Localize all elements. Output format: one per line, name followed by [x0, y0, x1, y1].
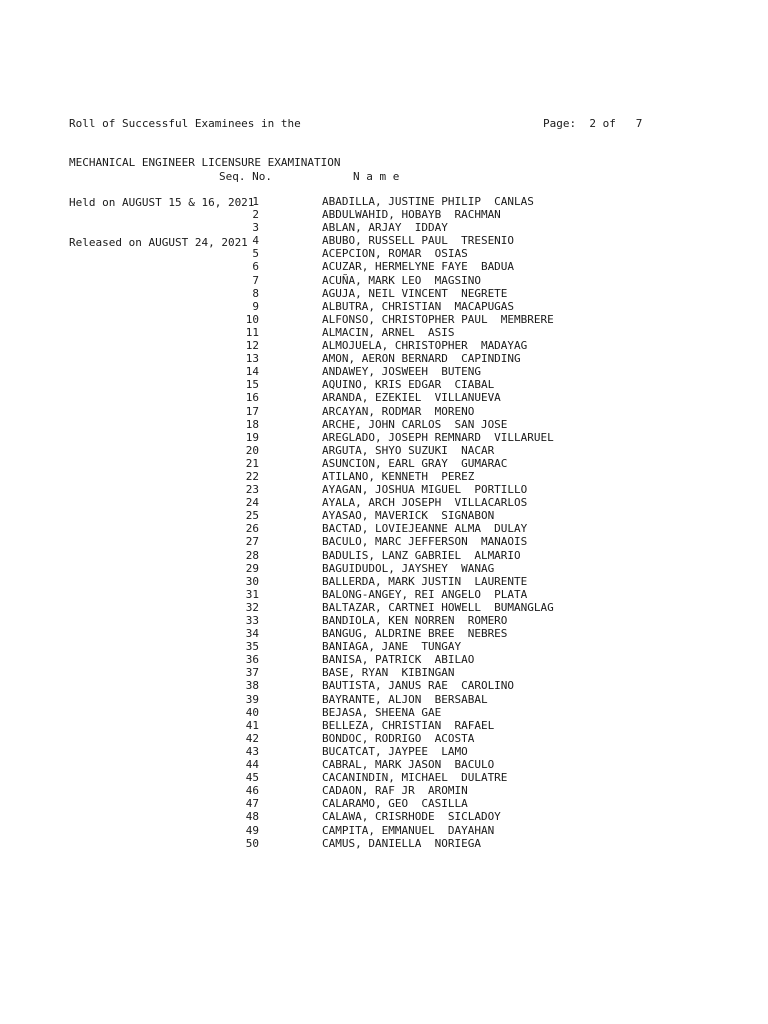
page-current: 2: [589, 117, 596, 130]
examinee-name: CACANINDIN, MICHAEL DULATRE: [322, 771, 508, 785]
table-row: [0, 549, 768, 562]
seq-number: 34: [245, 627, 259, 641]
examinee-name: AYASAO, MAVERICK SIGNABON: [322, 509, 495, 523]
examinee-name: ARANDA, EZEKIEL VILLANUEVA: [322, 391, 501, 405]
table-row: [0, 195, 768, 208]
table-row: [0, 679, 768, 692]
examinee-name: ATILANO, KENNETH PEREZ: [322, 469, 475, 483]
table-row: [0, 601, 768, 614]
header-held-line: Held on AUGUST 15 & 16, 2021: [69, 196, 255, 210]
examinee-name: ALMOJUELA, CHRISTOPHER MADAYAG: [322, 339, 528, 353]
examinee-list: [0, 195, 768, 850]
examinee-name: AYAGAN, JOSHUA MIGUEL PORTILLO: [322, 483, 528, 497]
seq-number: 40: [245, 705, 259, 719]
table-row: [0, 535, 768, 548]
examinee-name: ACUZAR, HERMELYNE FAYE BADUA: [322, 260, 515, 274]
examinee-name: AREGLADO, JOSEPH REMNARD VILLARUEL: [322, 430, 554, 444]
examinee-name: ALMACIN, ARNEL ASIS: [322, 325, 455, 339]
table-row: [0, 666, 768, 679]
seq-number: 12: [245, 339, 259, 353]
seq-number: 15: [245, 378, 259, 392]
table-row: [0, 431, 768, 444]
seq-number: 25: [245, 509, 259, 523]
table-row: [0, 483, 768, 496]
examinee-name: AYALA, ARCH JOSEPH VILLACARLOS: [322, 496, 528, 510]
seq-number: 21: [245, 456, 259, 470]
examinee-name: ABDULWAHID, HOBAYB RACHMAN: [322, 208, 501, 222]
examinee-name: BASE, RYAN KIBINGAN: [322, 666, 455, 680]
table-row: [0, 365, 768, 378]
seq-number: 48: [245, 810, 259, 824]
page-label: Page:: [543, 117, 577, 130]
table-row: [0, 326, 768, 339]
table-row: [0, 391, 768, 404]
examinee-name: BANGUG, ALDRINE BREE NEBRES: [322, 627, 508, 641]
seq-number: 45: [245, 771, 259, 785]
table-row: [0, 693, 768, 706]
seq-number: 30: [245, 574, 259, 588]
seq-number: 26: [245, 522, 259, 536]
table-row: [0, 797, 768, 810]
seq-number: 27: [245, 535, 259, 549]
table-row: [0, 509, 768, 522]
table-row: [0, 810, 768, 823]
table-row: [0, 260, 768, 273]
examinee-name: CAMUS, DANIELLA NORIEGA: [322, 836, 481, 850]
table-row: [0, 247, 768, 260]
seq-number: 36: [245, 653, 259, 667]
examinee-name: ARCHE, JOHN CARLOS SAN JOSE: [322, 417, 508, 431]
table-row: [0, 758, 768, 771]
examinee-name: ABADILLA, JUSTINE PHILIP CANLAS: [322, 195, 534, 208]
table-row: [0, 378, 768, 391]
column-header-seq: Seq. No.: [219, 170, 272, 183]
table-row: [0, 234, 768, 250]
seq-number: 16: [245, 391, 259, 405]
seq-number: 3: [252, 221, 259, 235]
seq-number: 35: [245, 640, 259, 654]
seq-number: 22: [245, 469, 259, 483]
table-row: [0, 339, 768, 352]
table-row: [0, 837, 768, 850]
seq-number: 5: [252, 247, 259, 261]
table-row: [0, 745, 768, 758]
examinee-name: BADULIS, LANZ GABRIEL ALMARIO: [322, 548, 521, 562]
examinee-name: CAMPITA, EMMANUEL DAYAHAN: [322, 823, 495, 837]
examinee-name: BACULO, MARC JEFFERSON MANAOIS: [322, 535, 528, 549]
seq-number: 29: [245, 561, 259, 575]
seq-number: 10: [245, 312, 259, 326]
seq-number: 42: [245, 731, 259, 745]
table-row: [0, 274, 768, 287]
table-row: [0, 496, 768, 509]
seq-number: 46: [245, 784, 259, 798]
examinee-name: BACTAD, LOVIEJEANNE ALMA DULAY: [322, 522, 528, 536]
examinee-name: AQUINO, KRIS EDGAR CIABAL: [322, 378, 495, 392]
page-of-label: of: [602, 117, 616, 130]
seq-number: 38: [245, 679, 259, 693]
examinee-name: CALARAMO, GEO CASILLA: [322, 797, 468, 811]
examinee-name: AGUJA, NEIL VINCENT NEGRETE: [322, 286, 508, 300]
seq-number: 37: [245, 666, 259, 680]
table-row: [0, 418, 768, 431]
examinee-name: ANDAWEY, JOSWEEH BUTENG: [322, 365, 481, 379]
seq-number: 2: [252, 208, 259, 222]
examinee-name: CADAON, RAF JR AROMIN: [322, 784, 468, 798]
examinee-name: BALTAZAR, CARTNEI HOWELL BUMANGLAG: [322, 600, 554, 614]
examinee-name: BONDOC, RODRIGO ACOSTA: [322, 731, 475, 745]
seq-number: 18: [245, 417, 259, 431]
seq-number: 43: [245, 744, 259, 758]
examinee-name: BEJASA, SHEENA GAE: [322, 705, 442, 719]
examinee-name: ALBUTRA, CHRISTIAN MACAPUGAS: [322, 299, 515, 313]
table-row: [0, 824, 768, 837]
examinee-name: BANISA, PATRICK ABILAO: [322, 653, 475, 667]
table-row: [0, 771, 768, 784]
examinee-name: BELLEZA, CHRISTIAN RAFAEL: [322, 718, 495, 732]
examinee-name: AMON, AERON BERNARD CAPINDING: [322, 352, 521, 366]
examinee-name: BALONG-ANGEY, REI ANGELO PLATA: [322, 587, 528, 601]
table-row: [0, 287, 768, 300]
examinee-name: ACEPCION, ROMAR OSIAS: [322, 247, 468, 261]
examinee-name: BANIAGA, JANE TUNGAY: [322, 640, 462, 654]
examinee-name: ASUNCION, EARL GRAY GUMARAC: [322, 456, 508, 470]
seq-number: 1: [252, 195, 259, 208]
seq-number: 41: [245, 718, 259, 732]
table-row: [0, 522, 768, 535]
examinee-name: ARGUTA, SHYO SUZUKI NACAR: [322, 443, 495, 457]
examinee-name: CALAWA, CRISRHODE SICLADOY: [322, 810, 501, 824]
seq-number: 24: [245, 496, 259, 510]
examinee-name: BUCATCAT, JAYPEE LAMO: [322, 744, 468, 758]
seq-number: 23: [245, 483, 259, 497]
seq-number: 13: [245, 352, 259, 366]
seq-number: 8: [252, 286, 259, 300]
seq-number: 49: [245, 823, 259, 837]
column-header-name: N a m e: [353, 170, 400, 183]
table-row: [0, 300, 768, 313]
seq-number: 6: [252, 260, 259, 274]
seq-number: 31: [245, 587, 259, 601]
seq-number: 14: [245, 365, 259, 379]
header-title-line: Roll of Successful Examinees in the: [69, 116, 301, 130]
examinee-name: CABRAL, MARK JASON BACULO: [322, 758, 495, 772]
seq-number: 9: [252, 299, 259, 313]
table-row: [0, 405, 768, 418]
table-row: [0, 732, 768, 745]
table-row: [0, 221, 768, 234]
seq-number: 33: [245, 614, 259, 627]
table-row: [0, 588, 768, 601]
page-indicator: [543, 117, 642, 130]
table-row: [0, 457, 768, 470]
seq-number: 39: [245, 692, 259, 706]
table-row: [0, 784, 768, 797]
examinee-name: ABUBO, RUSSELL PAUL TRESENIO: [322, 234, 515, 248]
table-row: [0, 352, 768, 365]
examinee-name: BAYRANTE, ALJON BERSABAL: [322, 692, 488, 706]
seq-number: 19: [245, 430, 259, 444]
seq-number: 17: [245, 404, 259, 418]
table-row: [0, 208, 768, 221]
seq-number: 4: [252, 234, 259, 248]
seq-number: 47: [245, 797, 259, 811]
seq-number: 28: [245, 548, 259, 562]
examinee-name: ARCAYAN, RODMAR MORENO: [322, 404, 475, 418]
examinee-name: BANDIOLA, KEN NORREN ROMERO: [322, 614, 508, 627]
table-row: [0, 313, 768, 326]
table-row: [0, 719, 768, 732]
table-row: [0, 706, 768, 719]
examinee-name: ACUÑA, MARK LEO MAGSINO: [322, 273, 481, 287]
header-released-line: Released on AUGUST 24, 2021: [69, 236, 248, 250]
examinee-name: ABLAN, ARJAY IDDAY: [322, 221, 448, 235]
table-row: [0, 614, 768, 627]
table-row: [0, 444, 768, 457]
examinee-name: BAGUIDUDOL, JAYSHEY WANAG: [322, 561, 495, 575]
table-row: [0, 653, 768, 666]
header-exam-line: MECHANICAL ENGINEER LICENSURE EXAMINATION: [69, 156, 341, 170]
seq-number: 44: [245, 758, 259, 772]
table-row: [0, 575, 768, 588]
table-row: [0, 470, 768, 483]
seq-number: 20: [245, 443, 259, 457]
seq-number: 11: [245, 325, 259, 339]
table-row: [0, 562, 768, 575]
examinee-name: BAUTISTA, JANUS RAE CAROLINO: [322, 679, 515, 693]
seq-number: 7: [252, 273, 259, 287]
table-row: [0, 627, 768, 640]
seq-number: 50: [245, 836, 259, 850]
examinee-name: ALFONSO, CHRISTOPHER PAUL MEMBRERE: [322, 312, 554, 326]
page-total: 7: [635, 117, 643, 130]
examinee-name: BALLERDA, MARK JUSTIN LAURENTE: [322, 574, 528, 588]
seq-number: 32: [245, 600, 259, 614]
table-row: [0, 640, 768, 653]
